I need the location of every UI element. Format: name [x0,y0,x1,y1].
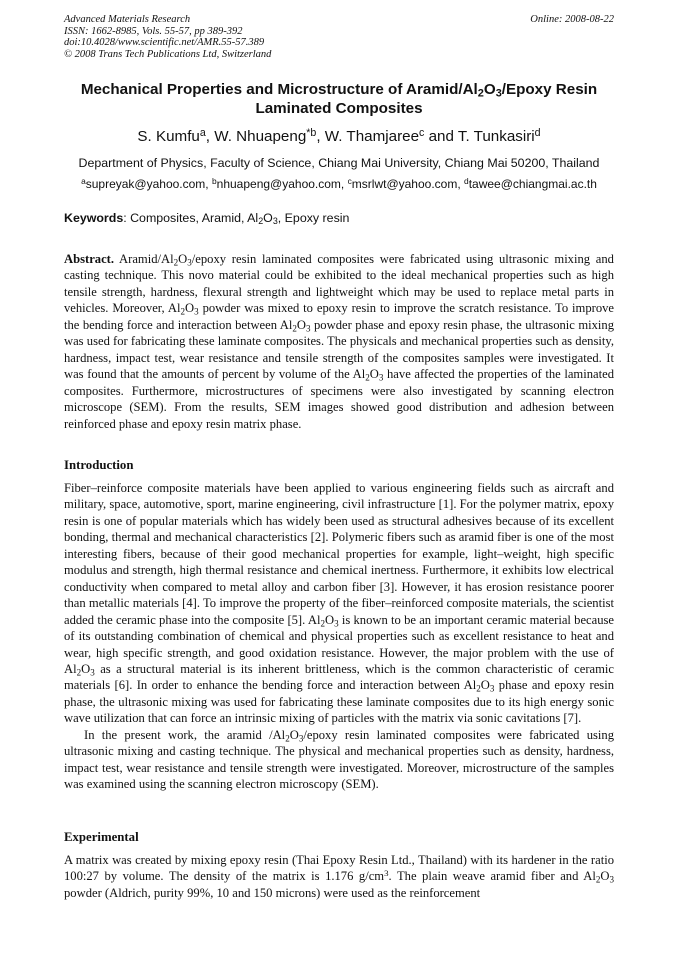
author: W. Thamjaree [324,128,420,145]
paper-title: Mechanical Properties and Microstructure of Aramid/$Al_2O_3$/Epoxy Resin Laminated Composites [80,81,598,117]
keywords-label: Keywords [64,211,124,225]
author: T. Tunkasiri [457,128,535,145]
experimental-body [64,852,614,901]
abstract-label: Abstract. [64,252,115,266]
paragraph: Fiber–reinforce composite materials have been applied to various engineering fields such as aircraft and military, space, automotive, sport, marine engineering, civil infrastructure [1]. For the polymer matrix, epoxy resin is one of popular materials which has widely been used as structural adhesives because of its excellent bonding, thermal and mechanical characteristics [2]. Polymeric fibers such as aramid fiber is one of the most interesting fibers, because of their good mechanical properties for example, light–weight, high specific modulus and strength, high thermal resistance and chemical inertness. Furthermore, it exhibits low electrical conductivity when compared to metal alloy and carbon fiber [3]. However, it has erosion resistance poorer than metallic materials [4]. To improve the property of the fiber–reinforced composite materials, the scientist added the ceramic phase into the composite [5]. $Al_2O_3$ is known to be an important ceramic material because of its outstanding combination of chemical and physical properties such as excellent resistance to heat and wear, high specific strength, and good oxidation resistance. However, the major problem with the use of $Al_2O_3$ as a structural material is its inherent brittleness, which is the common characteristic of ceramic materials [6]. In order to enhance the bending force and interaction between $Al_2O_3$ phase and epoxy resin phase, the ultrasonic mixing was used for fabricating these laminate composites due to its high energy sonic wave utilization that can force an intrinsic mixing of particles with the matrix via sonic cavitations [7]. [64,481,615,726]
email-link[interactable]: nhuapeng@yahoo.com, [216,177,348,191]
issn-line: ISSN: 1662-8985, Vols. 55-57, pp 389-392 [64,25,243,37]
introduction-body [64,480,614,793]
author: S. Kumfu [137,128,200,145]
email-link[interactable]: tawee@chiangmai.ac.th [468,177,597,191]
author-list: S. Kumfu$^a$, W. Nhuapeng$^{*b}$, W. Thamjaree$^c$ and T. Tunkasiri$^d$ [137,127,541,145]
author: W. Nhuapeng [214,128,307,145]
doi-line[interactable]: doi:10.4028/www.scientific.net/AMR.55-57.389 [64,37,265,48]
section-heading-introduction: Introduction [64,458,134,472]
abstract: Abstract. Aramid/$Al_2O_3$/epoxy resin laminated composites were fabricated using ultrasonic mixing and casting technique. This novo material could be exhibited to the ideal mechanical properties such as high tensile strength, hardness, flexural strength and lightweight which may be used to replace metal parts in vehicles. Moreover, $Al_2O_3$ powder was mixed to epoxy resin to improve the scratch resistance. To improve the bending force and interaction between $Al_2O_3$ powder phase and epoxy resin phase, the ultrasonic mixing was used for fabricating these laminate composites. The physicals and mechanical properties such as density, hardness, impact test, wear resistance and tensile strength of the composites samples were investigated. It was found that the amounts of percent by volume of the $Al_2O_3$ have affected the properties of the laminated composites. Furthermore, microstructures of specimens were also investigated by scanning electron microscope (SEM). From the results, SEM images showed good distribution and adhesion between reinforced phase and epoxy resin matrix phase. [64,252,615,431]
paragraph: A matrix was created by mixing epoxy resin (Thai Epoxy Resin Ltd., Thailand) with its hardener in the ratio 100:27 by volume. The density of the matrix is 1.176 $g/cm^3$. The plain weave aramid fiber and $Al_2O_3$ powder (Aldrich, purity 99%, 10 and 150 microns) were used as the reinforcement [64,853,614,900]
online-date: Online: 2008-08-22 [530,14,614,25]
email-link[interactable]: msrlwt@yahoo.com, [351,177,465,191]
email-link[interactable]: supreyak@yahoo.com, [85,177,212,191]
journal-header [64,14,614,60]
keywords: Keywords: Composites, Aramid, $Al_2O_3$, Epoxy resin [64,211,350,227]
email-list: $^a$supreyak@yahoo.com, $^b$nhuapeng@yahoo.com, $^c$msrlwt@yahoo.com, $^d$tawee@chiangmai.ac.th [81,176,597,191]
journal-name: Advanced Materials Research [64,14,191,25]
section-heading-experimental: Experimental [64,830,139,844]
affiliation: Department of Physics, Faculty of Science, Chiang Mai University, Chiang Mai 50200, Thailand [78,156,600,170]
copyright-line: © 2008 Trans Tech Publications Ltd, Switzerland [64,48,272,60]
paragraph: In the present work, the aramid $/Al_2O_3$/epoxy resin laminated composites were fabricated using ultrasonic mixing and casting technique. The physical and mechanical properties such as density, hardness, impact test, wear resistance and tensile strength were investigated. Moreover, microstructure of the samples was examined using the scanning electron microscopy (SEM). [64,727,614,792]
